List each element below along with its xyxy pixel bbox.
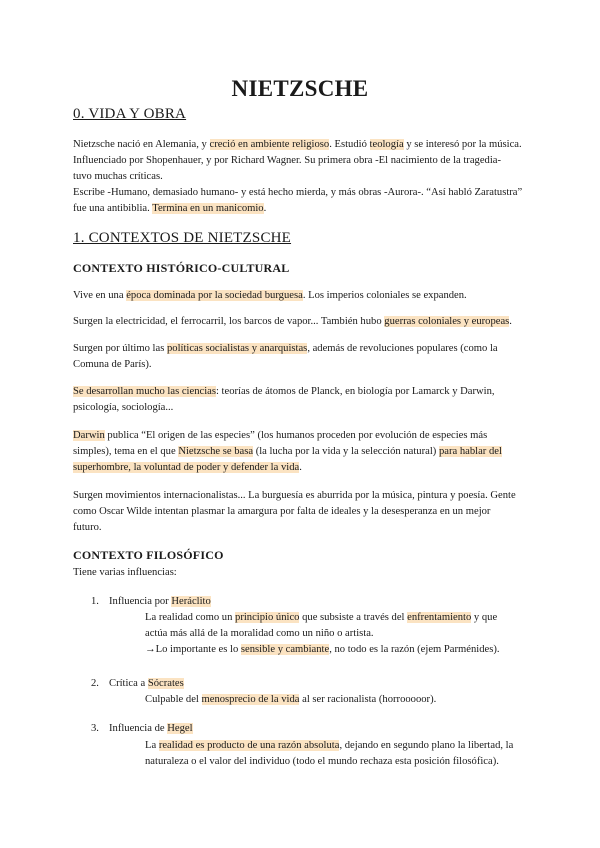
list-item-number: 1. [91,596,99,607]
text-run: Surgen la electricidad, el ferrocarril, los barcos de vapor... También hubo [73,316,385,327]
vida-line-3: tuvo muchas críticas. [73,171,163,182]
highlight: Sócrates [147,678,184,689]
socrates-line-1 [145,692,436,708]
highlight: sensible y cambiante [240,644,330,655]
text-run: publica “El origen de las especies” (los humanos proceden por evolución de especies más [104,430,488,441]
text-run: . Los imperios coloniales se expanden. [302,290,467,301]
historico-para-5-line-3 [73,460,302,476]
text-run: La realidad como un [145,612,236,623]
highlight: principio único [235,612,300,623]
highlight: enfrentamiento [407,612,472,623]
text-run: , no todo es la razón (ejem Parménides). [329,644,500,655]
text-run: . [263,203,267,214]
historico-para-1 [73,288,467,304]
heraclito-line-3 [145,642,500,658]
highlight: época dominada por la sociedad burguesa [126,290,303,301]
highlight: Termina en un manicomio [152,203,264,214]
historico-para-6-line-2: como Oscar Wilde intentan plasmar la amargura por falta de ideales y la desesperanza en un mejor [73,506,491,517]
hegel-line-2: naturaleza o el valor del individuo (todo el mundo rechaza esta posición filosófica). [145,756,499,767]
list-item-heading-heraclito [109,594,211,610]
highlight: realidad es producto de una razón absoluta [158,740,340,751]
historico-para-6-line-1: Surgen movimientos internacionalistas... La burguesía es aburrida por la música, pintura y poesía. Gente [73,490,516,501]
historico-para-3-line-2: Comuna de París). [73,359,152,370]
highlight: guerras coloniales y europeas [384,316,510,327]
highlight: Hegel [167,723,193,734]
highlight: Heráclito [171,596,211,607]
text-run: . [509,316,512,327]
list-item-number: 2. [91,678,99,689]
section-heading-vida-obra: 0. VIDA Y OBRA [73,106,187,122]
heraclito-line-1 [145,610,497,626]
highlight: teología [369,139,404,150]
highlight: superhombre, la voluntad de poder y defender la vida [73,462,300,473]
vida-line-1 [73,137,522,153]
text-run: Nietzsche nació en Alemania, y [73,139,210,150]
highlight: creció en ambiente religioso [209,139,330,150]
text-run: que subsiste a través del [299,612,408,623]
text-run: , además de revoluciones populares (como la [307,343,498,354]
historico-para-4-line-2: psicología, sociología... [73,402,174,413]
highlight: políticas socialistas y anarquistas [166,343,308,354]
highlight: menosprecio de la vida [201,694,300,705]
historico-para-2 [73,314,512,330]
vida-line-4: Escribe -Humano, demasiado humano- y está hecho mierda, y más obras -Aurora-. “Así habló Zaratustra” [73,187,523,198]
historico-para-5-line-2 [73,444,502,460]
text-run: La [145,740,159,751]
text-run: , dejando en segundo plano la libertad, la [339,740,514,751]
highlight: Nietzsche se basa [178,446,254,457]
text-run: simples), tema en el que [73,446,179,457]
historico-para-5-line-1 [73,428,487,444]
list-item-heading-hegel [109,721,193,737]
section-heading-contextos: 1. CONTEXTOS DE NIETZSCHE [73,230,292,246]
hegel-line-1 [145,738,513,754]
list-item-heading-socrates [109,676,184,692]
highlight: Darwin [73,430,105,441]
vida-line-5 [73,201,266,217]
historico-para-6-line-3: futuro. [73,522,102,533]
highlight: para hablar del [438,446,502,457]
text-run: Culpable del [145,694,202,705]
text-run: al ser racionalista (horrooooor). [299,694,437,705]
list-item-number: 3. [91,723,99,734]
subheading-contexto-filosofico: CONTEXTO FILOSÓFICO [73,548,224,562]
text-run: Influencia de [109,723,168,734]
text-run: Vive en una [73,290,127,301]
vida-line-2: Influenciado por Shopenhauer, y por Richard Wagner. Su primera obra -El nacimiento de la tragedia- [73,155,502,166]
text-run: (la lucha por la vida y la selección natural) [253,446,439,457]
historico-para-4-line-1 [73,384,495,400]
filosofico-intro: Tiene varias influencias: [73,567,177,578]
text-run: : teorías de átomos de Planck, en biología por Lamarck y Darwin, [215,386,495,397]
text-run: Crítica a [109,678,148,689]
text-run: . Estudió [329,139,370,150]
text-run: . [299,462,302,473]
historico-para-3-line-1 [73,341,498,357]
text-run: fue una antibiblia. [73,203,153,214]
text-run: y que [471,612,498,623]
text-run: y se interesó por la música. [403,139,522,150]
text-run: →Lo importante es lo [145,644,241,655]
text-run: Surgen por último las [73,343,167,354]
text-run: Influencia por [109,596,172,607]
subheading-contexto-historico: CONTEXTO HISTÓRICO-CULTURAL [73,261,290,275]
document-title: NIETZSCHE [231,76,369,101]
highlight: Se desarrollan mucho las ciencias [73,386,216,397]
heraclito-line-2: actúa más allá de la moralidad como un niño o artista. [145,628,374,639]
